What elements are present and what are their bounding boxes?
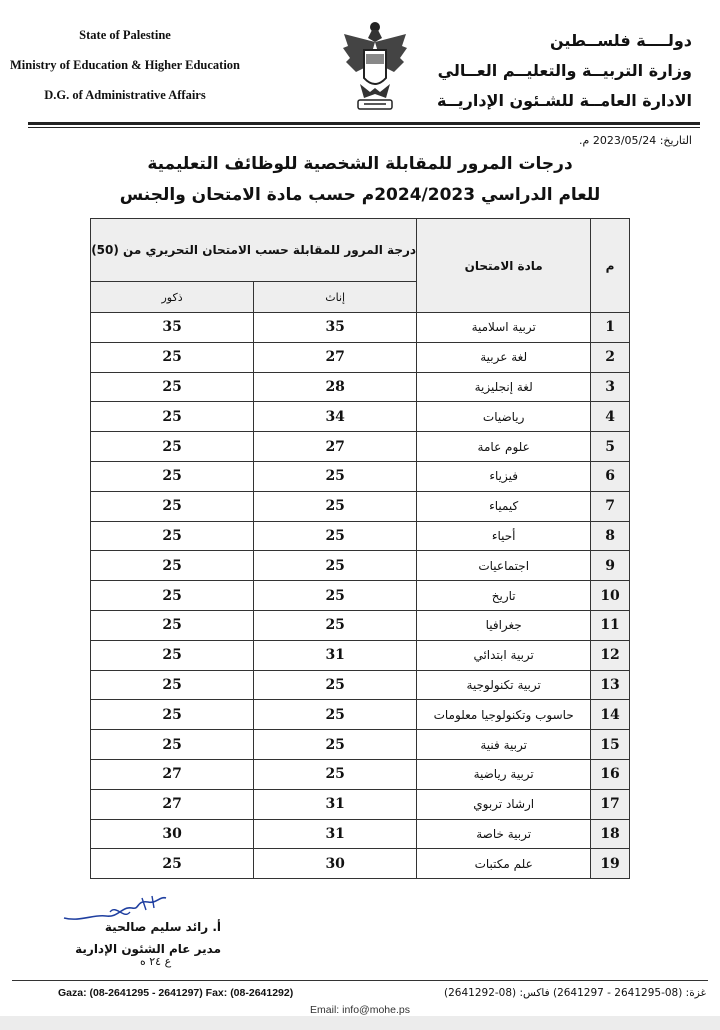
table-row xyxy=(91,581,630,611)
row-index: 13 xyxy=(591,670,630,700)
row-females-grade: 34 xyxy=(254,402,417,432)
row-males-grade: 25 xyxy=(91,849,254,879)
footer-contact-arabic: غزة: (08-2641295 - 2641297) فاكس: (08-2641292) xyxy=(444,987,706,999)
row-subject: جغرافيا xyxy=(417,610,591,640)
row-index: 10 xyxy=(591,581,630,611)
row-subject: تربية اسلامية xyxy=(417,313,591,343)
footer-contact-english: Gaza: (08-2641295 - 2641297) Fax: (08-2641292) xyxy=(58,987,294,999)
row-females-grade: 35 xyxy=(254,313,417,343)
table-row xyxy=(91,372,630,402)
row-males-grade: 25 xyxy=(91,342,254,372)
row-subject: لغة عربية xyxy=(417,342,591,372)
col-subject-header: مادة الامتحان xyxy=(417,219,591,313)
row-index: 15 xyxy=(591,730,630,760)
table-row xyxy=(91,461,630,491)
row-index: 16 xyxy=(591,759,630,789)
row-males-grade: 25 xyxy=(91,402,254,432)
row-subject: كيمياء xyxy=(417,491,591,521)
row-index: 18 xyxy=(591,819,630,849)
row-females-grade: 31 xyxy=(254,640,417,670)
row-males-grade: 27 xyxy=(91,789,254,819)
header-divider-thin xyxy=(28,127,700,128)
table-row xyxy=(91,849,630,879)
table-row xyxy=(91,491,630,521)
footer-divider xyxy=(12,980,708,981)
header-ar-state: دولــــة فلســطين xyxy=(549,31,692,50)
col-grade-header: درجة المرور للمقابلة حسب الامتحان التحريري من (50) xyxy=(91,219,417,282)
document-date: التاريخ: 2023/05/24 م. xyxy=(579,134,692,147)
table-row xyxy=(91,551,630,581)
header-ar-ministry: وزارة التربيــة والتعليــم العــالي xyxy=(437,61,692,80)
row-subject: أحياء xyxy=(417,521,591,551)
row-females-grade: 31 xyxy=(254,789,417,819)
footer-bar xyxy=(0,1016,720,1030)
row-subject: تربية تكنولوجية xyxy=(417,670,591,700)
row-index: 9 xyxy=(591,551,630,581)
document-subtitle: للعام الدراسي 2024/2023م حسب مادة الامتحان والجنس xyxy=(119,185,601,205)
row-females-grade: 25 xyxy=(254,730,417,760)
row-males-grade: 25 xyxy=(91,610,254,640)
row-subject: اجتماعيات xyxy=(417,551,591,581)
table-row xyxy=(91,700,630,730)
row-males-grade: 25 xyxy=(91,640,254,670)
col-females-header: إناث xyxy=(254,282,417,313)
row-index: 5 xyxy=(591,432,630,462)
row-females-grade: 25 xyxy=(254,700,417,730)
row-males-grade: 27 xyxy=(91,759,254,789)
row-subject: تربية خاصة xyxy=(417,819,591,849)
row-males-grade: 25 xyxy=(91,491,254,521)
header-english xyxy=(0,22,250,112)
row-subject: فيزياء xyxy=(417,461,591,491)
signer-name: أ. رائد سليم صالحية xyxy=(104,920,221,934)
grades-table-body xyxy=(91,313,630,879)
row-males-grade: 25 xyxy=(91,581,254,611)
row-subject: رياضيات xyxy=(417,402,591,432)
table-row xyxy=(91,521,630,551)
row-subject: حاسوب وتكنولوجيا معلومات xyxy=(417,700,591,730)
row-subject: تربية رياضية xyxy=(417,759,591,789)
row-females-grade: 31 xyxy=(254,819,417,849)
row-index: 12 xyxy=(591,640,630,670)
table-row xyxy=(91,730,630,760)
row-index: 2 xyxy=(591,342,630,372)
row-males-grade: 25 xyxy=(91,461,254,491)
table-row xyxy=(91,759,630,789)
table-row xyxy=(91,819,630,849)
row-subject: ارشاد تربوي xyxy=(417,789,591,819)
header-en-ministry: Ministry of Education & Higher Education xyxy=(10,58,240,72)
table-row xyxy=(91,610,630,640)
col-males-header: ذكور xyxy=(91,282,254,313)
row-index: 4 xyxy=(591,402,630,432)
header-en-directorate: D.G. of Administrative Affairs xyxy=(44,88,206,102)
row-females-grade: 27 xyxy=(254,342,417,372)
row-males-grade: 25 xyxy=(91,670,254,700)
row-females-grade: 28 xyxy=(254,372,417,402)
document-title: درجات المرور للمقابلة الشخصية للوظائف التعليمية xyxy=(147,154,573,174)
signer-title: مدير عام الشئون الإدارية xyxy=(75,942,221,956)
signer-handwritten-mark: ع ٢٤ ه xyxy=(140,955,172,968)
row-females-grade: 30 xyxy=(254,849,417,879)
row-females-grade: 25 xyxy=(254,670,417,700)
row-males-grade: 25 xyxy=(91,551,254,581)
row-females-grade: 25 xyxy=(254,610,417,640)
row-index: 1 xyxy=(591,313,630,343)
table-row xyxy=(91,789,630,819)
row-index: 7 xyxy=(591,491,630,521)
table-row xyxy=(91,670,630,700)
row-subject: تربية فنية xyxy=(417,730,591,760)
row-subject: تربية ابتدائي xyxy=(417,640,591,670)
header-divider-thick xyxy=(28,122,700,125)
row-males-grade: 25 xyxy=(91,700,254,730)
row-males-grade: 25 xyxy=(91,432,254,462)
row-females-grade: 25 xyxy=(254,491,417,521)
header-arabic xyxy=(432,26,692,116)
table-row xyxy=(91,342,630,372)
row-females-grade: 25 xyxy=(254,551,417,581)
row-males-grade: 25 xyxy=(91,730,254,760)
table-row xyxy=(91,402,630,432)
row-index: 17 xyxy=(591,789,630,819)
row-subject: تاريخ xyxy=(417,581,591,611)
row-index: 14 xyxy=(591,700,630,730)
row-females-grade: 25 xyxy=(254,521,417,551)
row-index: 6 xyxy=(591,461,630,491)
row-index: 3 xyxy=(591,372,630,402)
row-subject: علوم عامة xyxy=(417,432,591,462)
row-subject: علم مكتبات xyxy=(417,849,591,879)
palestine-eagle-emblem-icon xyxy=(340,18,410,116)
table-row xyxy=(91,432,630,462)
row-males-grade: 25 xyxy=(91,521,254,551)
table-row xyxy=(91,640,630,670)
row-index: 19 xyxy=(591,849,630,879)
row-males-grade: 25 xyxy=(91,372,254,402)
header-en-state: State of Palestine xyxy=(79,28,171,42)
row-index: 11 xyxy=(591,610,630,640)
row-males-grade: 35 xyxy=(91,313,254,343)
row-females-grade: 25 xyxy=(254,461,417,491)
row-females-grade: 25 xyxy=(254,759,417,789)
row-subject: لغة إنجليزية xyxy=(417,372,591,402)
footer-email: Email: info@mohe.ps xyxy=(310,1004,410,1016)
row-females-grade: 25 xyxy=(254,581,417,611)
row-index: 8 xyxy=(591,521,630,551)
col-index-header: م xyxy=(591,219,630,313)
grades-table xyxy=(90,218,630,879)
table-row xyxy=(91,313,630,343)
header-ar-directorate: الادارة العامــة للشـئون الإداريــة xyxy=(437,91,692,110)
row-females-grade: 27 xyxy=(254,432,417,462)
row-males-grade: 30 xyxy=(91,819,254,849)
